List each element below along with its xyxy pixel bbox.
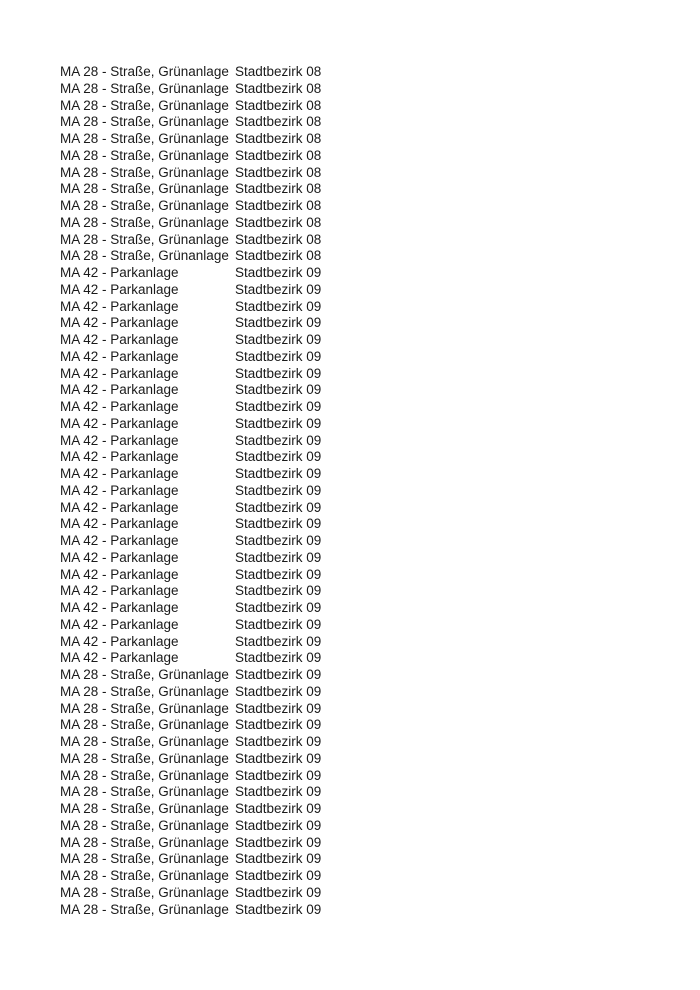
table-row: [60, 433, 330, 450]
district-cell: Stadtbezirk 09: [235, 683, 322, 699]
department-cell: MA 28 - Straße, Grünanlage: [60, 147, 229, 163]
department-cell: MA 28 - Straße, Grünanlage: [60, 97, 229, 113]
district-cell: Stadtbezirk 09: [235, 717, 322, 733]
table-row: [60, 131, 330, 148]
department-cell: MA 28 - Straße, Grünanlage: [60, 884, 229, 900]
table-row: [60, 768, 330, 785]
table-row: [60, 198, 330, 215]
district-cell: Stadtbezirk 08: [235, 214, 322, 230]
table-row: [60, 801, 330, 818]
department-cell: MA 42 - Parkanlage: [60, 549, 179, 565]
department-cell: MA 28 - Straße, Grünanlage: [60, 231, 229, 247]
district-cell: Stadtbezirk 08: [235, 248, 322, 264]
district-cell: Stadtbezirk 09: [235, 399, 322, 414]
table-row: [60, 751, 330, 768]
district-cell: Stadtbezirk 09: [235, 365, 322, 381]
department-cell: MA 28 - Straße, Grünanlage: [60, 214, 229, 230]
department-cell: MA 28 - Straße, Grünanlage: [60, 114, 229, 130]
department-cell: MA 28 - Straße, Grünanlage: [60, 750, 229, 766]
district-cell: Stadtbezirk 08: [235, 181, 322, 197]
department-cell: MA 42 - Parkanlage: [60, 583, 179, 599]
district-cell: Stadtbezirk 09: [235, 348, 322, 364]
department-cell: MA 28 - Straße, Grünanlage: [60, 164, 229, 180]
department-cell: MA 42 - Parkanlage: [60, 466, 179, 481]
department-cell: MA 42 - Parkanlage: [60, 432, 179, 448]
table-row: [60, 299, 330, 316]
department-cell: MA 28 - Straße, Grünanlage: [60, 801, 229, 816]
table-row: [60, 818, 330, 835]
district-cell: Stadtbezirk 09: [235, 466, 322, 481]
department-cell: MA 28 - Straße, Grünanlage: [60, 131, 229, 146]
department-cell: MA 42 - Parkanlage: [60, 399, 179, 414]
table-row: [60, 583, 330, 600]
department-cell: MA 42 - Parkanlage: [60, 533, 179, 548]
department-cell: MA 42 - Parkanlage: [60, 566, 179, 582]
department-cell: MA 42 - Parkanlage: [60, 265, 179, 280]
table-row: [60, 851, 330, 868]
department-cell: MA 42 - Parkanlage: [60, 281, 179, 297]
table-row: [60, 885, 330, 902]
district-cell: Stadtbezirk 09: [235, 784, 322, 800]
district-cell: Stadtbezirk 09: [235, 633, 322, 649]
department-cell: MA 42 - Parkanlage: [60, 365, 179, 381]
district-cell: Stadtbezirk 09: [235, 315, 322, 331]
table-row: [60, 500, 330, 517]
district-cell: Stadtbezirk 09: [235, 549, 322, 565]
table-row: [60, 332, 330, 349]
department-cell: MA 42 - Parkanlage: [60, 650, 179, 666]
district-cell: Stadtbezirk 09: [235, 516, 322, 532]
department-cell: MA 28 - Straße, Grünanlage: [60, 817, 229, 833]
district-cell: Stadtbezirk 09: [235, 499, 322, 515]
table-row: [60, 617, 330, 634]
table-row: [60, 550, 330, 567]
department-cell: MA 42 - Parkanlage: [60, 482, 179, 498]
table-row: [60, 784, 330, 801]
district-cell: Stadtbezirk 09: [235, 616, 322, 632]
table-row: [60, 181, 330, 198]
department-cell: MA 28 - Straße, Grünanlage: [60, 767, 229, 783]
table-row: [60, 516, 330, 533]
table-row: [60, 835, 330, 852]
district-cell: Stadtbezirk 08: [235, 147, 322, 163]
department-cell: MA 28 - Straße, Grünanlage: [60, 198, 229, 213]
department-cell: MA 28 - Straße, Grünanlage: [60, 64, 229, 79]
table-row: [60, 483, 330, 500]
department-cell: MA 28 - Straße, Grünanlage: [60, 734, 229, 749]
district-cell: Stadtbezirk 09: [235, 851, 322, 867]
district-cell: Stadtbezirk 09: [235, 834, 322, 850]
district-cell: Stadtbezirk 08: [235, 231, 322, 247]
table-row: [60, 868, 330, 885]
department-cell: MA 42 - Parkanlage: [60, 332, 179, 347]
table-row: [60, 349, 330, 366]
district-cell: Stadtbezirk 09: [235, 700, 322, 716]
district-cell: Stadtbezirk 09: [235, 650, 322, 666]
table-row: [60, 265, 330, 282]
table-row: [60, 734, 330, 751]
department-cell: MA 42 - Parkanlage: [60, 298, 179, 314]
district-cell: Stadtbezirk 09: [235, 801, 322, 816]
department-cell: MA 42 - Parkanlage: [60, 415, 179, 431]
district-cell: Stadtbezirk 09: [235, 600, 322, 615]
table-row: [60, 650, 330, 667]
department-cell: MA 28 - Straße, Grünanlage: [60, 868, 229, 883]
department-cell: MA 42 - Parkanlage: [60, 449, 179, 465]
department-cell: MA 28 - Straße, Grünanlage: [60, 80, 229, 96]
district-cell: Stadtbezirk 09: [235, 583, 322, 599]
district-cell: Stadtbezirk 09: [235, 884, 322, 900]
district-cell: Stadtbezirk 08: [235, 198, 322, 213]
district-cell: Stadtbezirk 09: [235, 868, 322, 883]
table-row: [60, 667, 330, 684]
department-cell: MA 42 - Parkanlage: [60, 633, 179, 649]
table-row: [60, 165, 330, 182]
department-cell: MA 28 - Straße, Grünanlage: [60, 717, 229, 733]
department-cell: MA 42 - Parkanlage: [60, 348, 179, 364]
district-cell: Stadtbezirk 09: [235, 415, 322, 431]
department-cell: MA 28 - Straße, Grünanlage: [60, 700, 229, 716]
department-cell: MA 28 - Straße, Grünanlage: [60, 683, 229, 699]
table-row: [60, 315, 330, 332]
district-cell: Stadtbezirk 09: [235, 533, 322, 548]
table-row: [60, 634, 330, 651]
district-cell: Stadtbezirk 09: [235, 298, 322, 314]
table-row: [60, 232, 330, 249]
table-row: [60, 902, 330, 919]
district-cell: Stadtbezirk 09: [235, 817, 322, 833]
district-cell: Stadtbezirk 08: [235, 131, 322, 146]
department-cell: MA 42 - Parkanlage: [60, 315, 179, 331]
table-row: [60, 717, 330, 734]
table-row: [60, 114, 330, 131]
department-cell: MA 42 - Parkanlage: [60, 382, 179, 398]
department-cell: MA 28 - Straße, Grünanlage: [60, 181, 229, 197]
table-row: [60, 64, 330, 81]
table-row: [60, 282, 330, 299]
district-cell: Stadtbezirk 09: [235, 566, 322, 582]
table-row: [60, 98, 330, 115]
assignment-list: [60, 64, 330, 918]
district-cell: Stadtbezirk 09: [235, 265, 322, 280]
district-cell: Stadtbezirk 09: [235, 901, 322, 917]
district-cell: Stadtbezirk 08: [235, 97, 322, 113]
department-cell: MA 28 - Straße, Grünanlage: [60, 834, 229, 850]
table-row: [60, 399, 330, 416]
department-cell: MA 42 - Parkanlage: [60, 600, 179, 615]
table-row: [60, 148, 330, 165]
table-row: [60, 684, 330, 701]
district-cell: Stadtbezirk 09: [235, 382, 322, 398]
district-cell: Stadtbezirk 09: [235, 667, 322, 682]
department-cell: MA 28 - Straße, Grünanlage: [60, 901, 229, 917]
district-cell: Stadtbezirk 08: [235, 64, 322, 79]
district-cell: Stadtbezirk 09: [235, 482, 322, 498]
district-cell: Stadtbezirk 09: [235, 449, 322, 465]
district-cell: Stadtbezirk 08: [235, 164, 322, 180]
department-cell: MA 28 - Straße, Grünanlage: [60, 248, 229, 264]
table-row: [60, 248, 330, 265]
department-cell: MA 28 - Straße, Grünanlage: [60, 851, 229, 867]
department-cell: MA 28 - Straße, Grünanlage: [60, 784, 229, 800]
table-row: [60, 416, 330, 433]
table-row: [60, 81, 330, 98]
district-cell: Stadtbezirk 08: [235, 80, 322, 96]
table-row: [60, 533, 330, 550]
department-cell: MA 28 - Straße, Grünanlage: [60, 667, 229, 682]
district-cell: Stadtbezirk 09: [235, 767, 322, 783]
table-row: [60, 600, 330, 617]
district-cell: Stadtbezirk 08: [235, 114, 322, 130]
table-row: [60, 466, 330, 483]
department-cell: MA 42 - Parkanlage: [60, 499, 179, 515]
district-cell: Stadtbezirk 09: [235, 432, 322, 448]
table-row: [60, 701, 330, 718]
department-cell: MA 42 - Parkanlage: [60, 616, 179, 632]
district-cell: Stadtbezirk 09: [235, 281, 322, 297]
table-row: [60, 215, 330, 232]
district-cell: Stadtbezirk 09: [235, 734, 322, 749]
district-cell: Stadtbezirk 09: [235, 750, 322, 766]
table-row: [60, 382, 330, 399]
table-row: [60, 449, 330, 466]
department-cell: MA 42 - Parkanlage: [60, 516, 179, 532]
district-cell: Stadtbezirk 09: [235, 332, 322, 347]
table-row: [60, 366, 330, 383]
table-row: [60, 567, 330, 584]
